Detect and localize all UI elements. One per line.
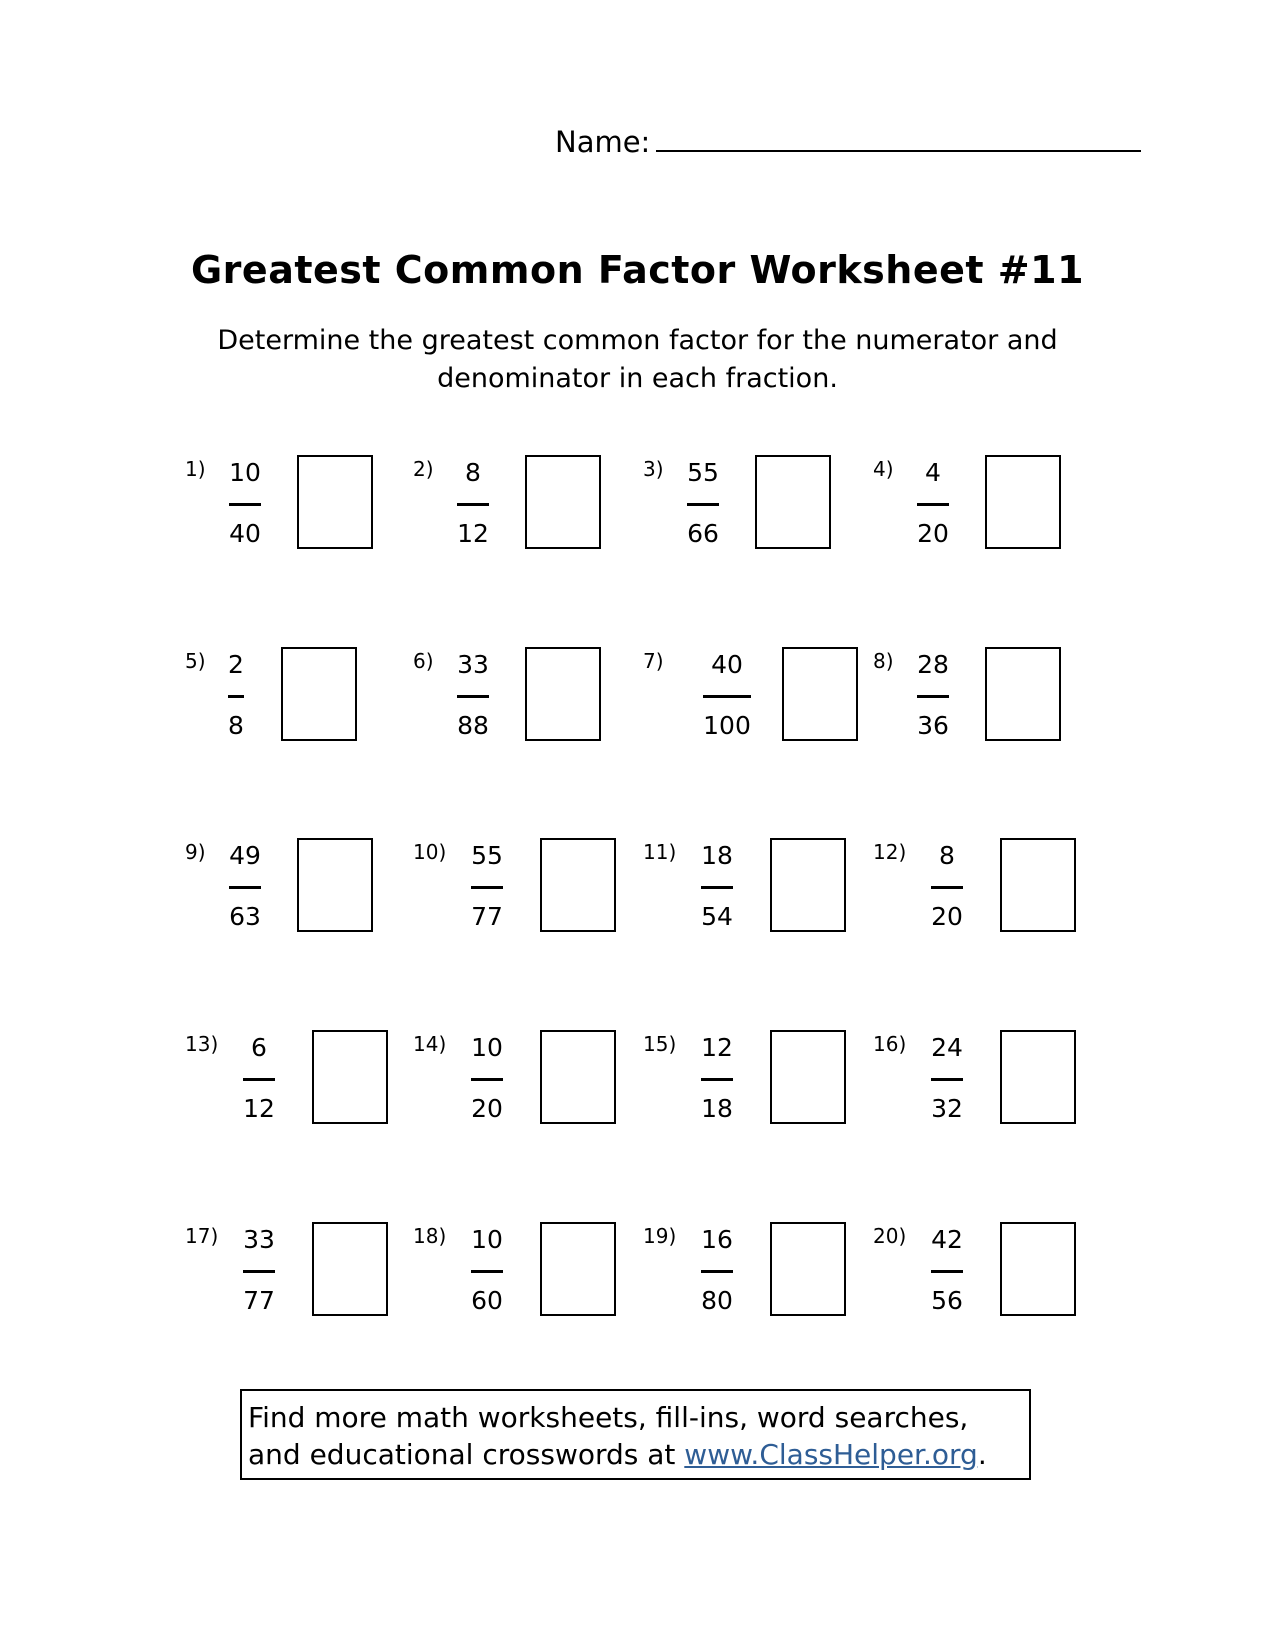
numerator: 10 — [471, 1033, 503, 1062]
answer-box[interactable] — [312, 1030, 388, 1124]
numerator: 55 — [687, 458, 719, 487]
fraction-bar — [701, 1078, 733, 1081]
numerator: 8 — [465, 458, 481, 487]
classhelper-link[interactable]: www.ClassHelper.org — [684, 1438, 978, 1471]
fraction-bar — [471, 1078, 503, 1081]
footer-promo-box — [240, 1389, 1031, 1480]
numerator: 8 — [939, 841, 955, 870]
denominator: 56 — [931, 1286, 963, 1315]
problem-number: 3) — [643, 457, 664, 481]
denominator: 32 — [931, 1094, 963, 1123]
numerator: 55 — [471, 841, 503, 870]
fraction-bar — [931, 1078, 963, 1081]
fraction — [433, 649, 513, 742]
denominator: 100 — [703, 711, 751, 740]
fraction — [893, 649, 973, 742]
problem-number: 12) — [873, 840, 907, 864]
fraction — [433, 457, 513, 550]
numerator: 4 — [925, 458, 941, 487]
fraction-bar — [701, 886, 733, 889]
answer-box[interactable] — [525, 455, 601, 549]
problem-number: 18) — [413, 1224, 447, 1248]
numerator: 12 — [701, 1033, 733, 1062]
numerator: 24 — [931, 1033, 963, 1062]
denominator: 63 — [229, 902, 261, 931]
numerator: 40 — [711, 650, 743, 679]
problem-number: 2) — [413, 457, 434, 481]
numerator: 33 — [457, 650, 489, 679]
problem-number: 19) — [643, 1224, 677, 1248]
numerator: 18 — [701, 841, 733, 870]
numerator: 33 — [243, 1225, 275, 1254]
fraction-bar — [471, 1270, 503, 1273]
fraction-bar — [457, 695, 489, 698]
answer-box[interactable] — [540, 1222, 616, 1316]
problem-number: 1) — [185, 457, 206, 481]
numerator: 16 — [701, 1225, 733, 1254]
fraction — [205, 457, 285, 550]
page-title: Greatest Common Factor Worksheet #11 — [190, 248, 1085, 292]
footer-period: . — [977, 1438, 987, 1471]
problem-number: 9) — [185, 840, 206, 864]
fraction — [447, 1224, 527, 1317]
answer-box[interactable] — [1000, 1030, 1076, 1124]
instructions: Determine the greatest common factor for the numerator and denominator in each fraction. — [217, 325, 1058, 394]
problem-number: 4) — [873, 457, 894, 481]
denominator: 40 — [229, 519, 261, 548]
fraction-bar — [687, 503, 719, 506]
denominator: 20 — [931, 902, 963, 931]
answer-box[interactable] — [770, 838, 846, 932]
answer-box[interactable] — [297, 455, 373, 549]
fraction — [219, 1224, 299, 1317]
problem-number: 20) — [873, 1224, 907, 1248]
fraction-bar — [457, 503, 489, 506]
problem-number: 5) — [185, 649, 206, 673]
numerator: 42 — [931, 1225, 963, 1254]
fraction-bar — [931, 886, 963, 889]
denominator: 80 — [701, 1286, 733, 1315]
fraction — [907, 840, 987, 933]
answer-box[interactable] — [525, 647, 601, 741]
fraction — [907, 1224, 987, 1317]
fraction-bar — [229, 886, 261, 889]
problem-number: 11) — [643, 840, 677, 864]
denominator: 20 — [917, 519, 949, 548]
denominator: 12 — [457, 519, 489, 548]
problem-number: 13) — [185, 1032, 219, 1056]
fraction-bar — [917, 695, 949, 698]
fraction-bar — [701, 1270, 733, 1273]
fraction — [205, 840, 285, 933]
footer-line-1: Find more math worksheets, fill-ins, word searches, — [248, 1401, 969, 1434]
fraction — [907, 1032, 987, 1125]
denominator: 60 — [471, 1286, 503, 1315]
denominator: 20 — [471, 1094, 503, 1123]
fraction-bar — [228, 695, 244, 698]
name-field — [555, 125, 1141, 159]
fraction — [663, 457, 743, 550]
fraction — [447, 840, 527, 933]
denominator: 66 — [687, 519, 719, 548]
answer-box[interactable] — [540, 1030, 616, 1124]
denominator: 18 — [701, 1094, 733, 1123]
problem-number: 10) — [413, 840, 447, 864]
fraction-bar — [703, 695, 751, 698]
fraction — [893, 457, 973, 550]
numerator: 6 — [251, 1033, 267, 1062]
denominator: 77 — [471, 902, 503, 931]
problem-number: 15) — [643, 1032, 677, 1056]
footer-line-2 — [248, 1436, 1023, 1473]
answer-box[interactable] — [540, 838, 616, 932]
fraction-bar — [917, 503, 949, 506]
numerator: 10 — [471, 1225, 503, 1254]
fraction — [677, 1224, 757, 1317]
name-label: Name: — [555, 125, 651, 159]
answer-box[interactable] — [985, 455, 1061, 549]
problem-number: 6) — [413, 649, 434, 673]
fraction-bar — [229, 503, 261, 506]
problem-number: 17) — [185, 1224, 219, 1248]
answer-box[interactable] — [770, 1222, 846, 1316]
fraction — [677, 840, 757, 933]
denominator: 36 — [917, 711, 949, 740]
denominator: 54 — [701, 902, 733, 931]
answer-box[interactable] — [1000, 1222, 1076, 1316]
denominator: 12 — [243, 1094, 275, 1123]
problem-number: 16) — [873, 1032, 907, 1056]
answer-box[interactable] — [755, 455, 831, 549]
answer-box[interactable] — [1000, 838, 1076, 932]
answer-box[interactable] — [985, 647, 1061, 741]
answer-box[interactable] — [312, 1222, 388, 1316]
fraction-bar — [243, 1270, 275, 1273]
fraction — [219, 1032, 299, 1125]
problem-number: 14) — [413, 1032, 447, 1056]
name-blank-line[interactable] — [656, 126, 1141, 152]
denominator: 8 — [228, 711, 244, 740]
denominator: 77 — [243, 1286, 275, 1315]
answer-box[interactable] — [770, 1030, 846, 1124]
denominator: 88 — [457, 711, 489, 740]
fraction — [447, 1032, 527, 1125]
numerator: 28 — [917, 650, 949, 679]
numerator: 10 — [229, 458, 261, 487]
numerator: 49 — [229, 841, 261, 870]
numerator: 2 — [228, 650, 244, 679]
fraction-bar — [471, 886, 503, 889]
problem-number: 7) — [643, 649, 664, 673]
fraction — [677, 1032, 757, 1125]
problem-number: 8) — [873, 649, 894, 673]
fraction-bar — [931, 1270, 963, 1273]
answer-box[interactable] — [297, 838, 373, 932]
fraction-bar — [243, 1078, 275, 1081]
fraction — [196, 649, 276, 742]
answer-box[interactable] — [782, 647, 858, 741]
answer-box[interactable] — [281, 647, 357, 741]
footer-line-2-text: and educational crosswords at — [248, 1438, 685, 1471]
fraction — [687, 649, 767, 742]
